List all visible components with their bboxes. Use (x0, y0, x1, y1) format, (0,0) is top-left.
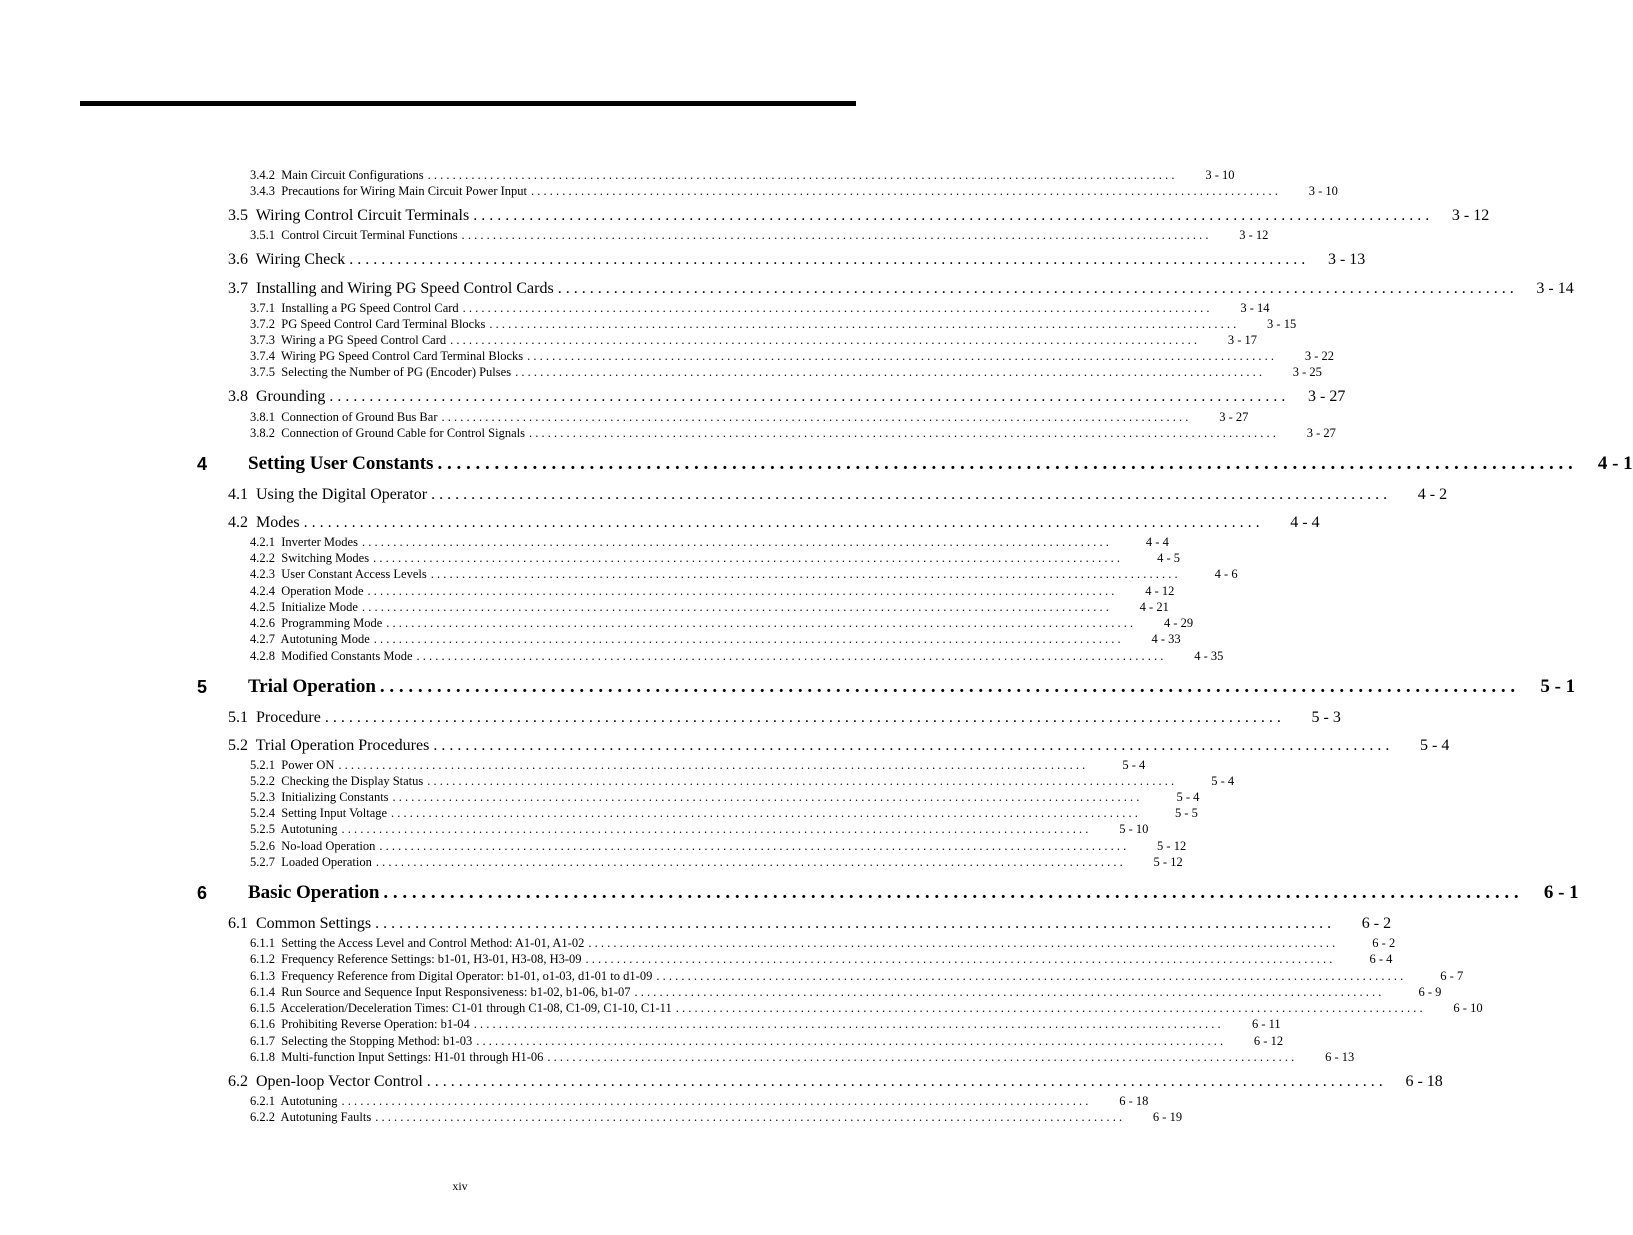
toc-entry-title: 4.2.7 Autotuning Mode (250, 632, 370, 646)
dot-leader: . . . . . . . . . . . . . . . . . . . . . . . . . . . . . . . . . . . . . . . . . . . . . . . . . . . . . . . . . . . . . . . . . . . . . . . . . . . . . . . . . . . . . . . . . . . . . . . . . . . . . . . . . . . . . . . . . . . . . . . . (349, 251, 1306, 268)
toc-entry-title: 5.1 Procedure (228, 709, 321, 726)
toc-entry-sec[interactable] (228, 514, 1320, 531)
toc-entry-page: 6 - 2 (1361, 915, 1392, 932)
toc-entry-title: 6.1.8 Multi-function Input Settings: H1-01 through H1-06 (250, 1050, 544, 1064)
toc-entry-title: 3.7.1 Installing a PG Speed Control Card (250, 301, 459, 315)
toc-entry-sub[interactable] (250, 774, 1235, 788)
dot-leader: . . . . . . . . . . . . . . . . . . . . . . . . . . . . . . . . . . . . . . . . . . . . . . . . . . . . . . . . . . . . . . . . . . . . . . . . . . . . . . . . . . . . . . . . . . . . . . . . . . . . . . . . . . . . . . . . . . . . . . . . (527, 349, 1275, 363)
toc-entry-page: 3 - 27 (1219, 410, 1249, 424)
toc-entry-title: 6.2.2 Autotuning Faults (250, 1110, 372, 1124)
dot-leader: . . . . . . . . . . . . . . . . . . . . . . . . . . . . . . . . . . . . . . . . . . . . . . . . . . . . . . . . . . . . . . . . . . . . . . . . . . . . . . . . . . . . . . . . . . . . . . . . . . . . . . . . . . . . . . . . . . . . . . . . (338, 758, 1086, 772)
toc-entry-title: 5.2.6 No-load Operation (250, 839, 376, 853)
toc-entry-sub[interactable] (250, 1110, 1183, 1124)
toc-entry-page: 6 - 1 (1543, 882, 1579, 903)
dot-leader: . . . . . . . . . . . . . . . . . . . . . . . . . . . . . . . . . . . . . . . . . . . . . . . . . . . . . . . . . . . . . . . . . . . . . . . . . . . . . . . . . . . . . . . . . . . . . . . . . . . . . . . . . . . . . . . . . . . . . . . . (430, 567, 1178, 581)
toc-entry-title: 3.7.3 Wiring a PG Speed Control Card (250, 333, 447, 347)
toc-entry-page: 3 - 10 (1308, 184, 1338, 198)
toc-entry-sub[interactable] (250, 317, 1297, 331)
header-rule (80, 101, 856, 106)
toc-entry-title: 5.2.3 Initializing Constants (250, 790, 389, 804)
toc-entry-page: 6 - 10 (1453, 1001, 1483, 1015)
toc-entry-title: 6.1.4 Run Source and Sequence Input Responsiveness: b1-02, b1-06, b1-07 (250, 985, 631, 999)
toc-entry-sec[interactable] (228, 207, 1490, 224)
toc-entry-page: 5 - 10 (1119, 822, 1149, 836)
toc-entry-title: 4.2.6 Programming Mode (250, 616, 383, 630)
chapter-number: 5 (197, 677, 208, 697)
toc-entry-chap[interactable] (248, 882, 1579, 903)
toc-entry-sub[interactable] (250, 1017, 1281, 1031)
dot-leader: . . . . . . . . . . . . . . . . . . . . . . . . . . . . . . . . . . . . . . . . . . . . . . . . . . . . . . . . . . . . . . . . . . . . . . . . . . . . . . . . . . . . . . . . . . . . . . . . . . . . . . . . . . . . . . . . . . . . . . . . (489, 317, 1237, 331)
dot-leader: . . . . . . . . . . . . . . . . . . . . . . . . . . . . . . . . . . . . . . . . . . . . . . . . . . . . . . . . . . . . . . . . . . . . . . . . . . . . . . . . . . . . . . . . . . . . . . . . . . . . . . . . . . . . . . . . . . . . . . . . (367, 584, 1115, 598)
toc-entry-title: 4.2.8 Modified Constants Mode (250, 649, 413, 663)
toc-entry-page: 3 - 15 (1267, 317, 1297, 331)
toc-entry-title: 3.6 Wiring Check (228, 251, 346, 268)
toc-entry-page: 6 - 9 (1418, 985, 1442, 999)
dot-leader: . . . . . . . . . . . . . . . . . . . . . . . . . . . . . . . . . . . . . . . . . . . . . . . . . . . . . . . . . . . . . . . . . . . . . . . . . . . . . . . . . . . . . . . . . . . . . . . . . . . . . . . . . . . . . . . . . . . . . . . . (392, 790, 1140, 804)
toc-entry-sub[interactable] (250, 806, 1198, 820)
toc-entry-sub[interactable] (250, 616, 1194, 630)
toc-entry-title: 4.1 Using the Digital Operator (228, 486, 428, 503)
toc-entry-title: 4.2 Modes (228, 514, 300, 531)
toc-entry-title: 3.7.2 PG Speed Control Card Terminal Blocks (250, 317, 486, 331)
toc-entry-page: 3 - 14 (1536, 280, 1574, 297)
dot-leader: . . . . . . . . . . . . . . . . . . . . . . . . . . . . . . . . . . . . . . . . . . . . . . . . . . . . . . . . . . . . . . . . . . . . . . . . . . . . . . . . . . . . . . . . . . . . . . . . . . . . . . . . . . . . . . . . . . . . . . . . (373, 551, 1120, 565)
dot-leader: . . . . . . . . . . . . . . . . . . . . . . . . . . . . . . . . . . . . . . . . . . . . . . . . . . . . . . . . . . . . . . . . . . . . . . . . . . . . . . . . . . . . . . . . . . . . . . . . . . . . . . . . . . . . . . . . . . . . . . . . (329, 388, 1286, 405)
toc-entry-title: 5.2.7 Loaded Operation (250, 855, 372, 869)
dot-leader: . . . . . . . . . . . . . . . . . . . . . . . . . . . . . . . . . . . . . . . . . . . . . . . . . . . . . . . . . . . . . . . . . . . . . . . . . . . . . . . . . . . . . . . . . . . . . . . . . . . . . . . . . . . . . . . . . . . . . . . . (379, 839, 1127, 853)
dot-leader: . . . . . . . . . . . . . . . . . . . . . . . . . . . . . . . . . . . . . . . . . . . . . . . . . . . . . . . . . . . . . . . . . . . . . . . . . . . . . . . . . . . . . . . . . . . . . . . . . . . . . . . . . . . . . . . . . . . . . . . . (361, 600, 1109, 614)
dot-leader: . . . . . . . . . . . . . . . . . . . . . . . . . . . . . . . . . . . . . . . . . . . . . . . . . . . . . . . . . . . . . . . . . . . . . . . . . . . . . . . . . . . . . . . . . . . . . . . . . . . . . . . . . . . . . . . . . . . . . . . . (450, 333, 1197, 347)
toc-entry-title: 3.7.5 Selecting the Number of PG (Encoder) Pulses (250, 365, 512, 379)
toc-entry-sub[interactable] (250, 584, 1175, 598)
toc-entry-page: 3 - 10 (1205, 168, 1235, 182)
dot-leader: . . . . . . . . . . . . . . . . . . . . . . . . . . . . . . . . . . . . . . . . . . . . . . . . . . . . . . . . . . . . . . . . . . . . . . . . . . . . . . . . . . . . . . . . . . . . . . . . . . . . . . . . . . . . . . . . . . . . . . . . (437, 453, 1573, 474)
toc-entry-sub[interactable] (250, 936, 1396, 950)
toc-entry-title: 3.7 Installing and Wiring PG Speed Control Cards (228, 280, 554, 297)
toc-entry-page: 5 - 12 (1157, 839, 1187, 853)
toc-entry-sub[interactable] (250, 790, 1200, 804)
toc-entry-sec[interactable] (228, 915, 1392, 932)
dot-leader: . . . . . . . . . . . . . . . . . . . . . . . . . . . . . . . . . . . . . . . . . . . . . . . . . . . . . . . . . . . . . . . . . . . . . . . . . . . . . . . . . . . . . . . . . . . . . . . . . . . . . . . . . . . . . . . . . . . . . . . . (588, 936, 1336, 950)
dot-leader: . . . . . . . . . . . . . . . . . . . . . . . . . . . . . . . . . . . . . . . . . . . . . . . . . . . . . . . . . . . . . . . . . . . . . . . . . . . . . . . . . . . . . . . . . . . . . . . . . . . . . . . . . . . . . . . . . . . . . . . . (375, 915, 1332, 932)
toc-entry-sub[interactable] (250, 649, 1224, 663)
toc-entry-page: 6 - 13 (1325, 1050, 1355, 1064)
toc-entry-title: 6.1.2 Frequency Reference Settings: b1-01, H3-01, H3-08, H3-09 (250, 952, 582, 966)
toc-entry-title: 3.5 Wiring Control Circuit Terminals (228, 207, 470, 224)
toc-entry-page: 5 - 4 (1419, 737, 1450, 754)
toc-entry-page: 3 - 13 (1327, 251, 1366, 268)
toc-entry-page: 6 - 18 (1405, 1073, 1443, 1090)
dot-leader: . . . . . . . . . . . . . . . . . . . . . . . . . . . . . . . . . . . . . . . . . . . . . . . . . . . . . . . . . . . . . . . . . . . . . . . . . . . . . . . . . . . . . . . . . . . . . . . . . . . . . . . . . . . . . . . . . . . . . . . . (547, 1050, 1295, 1064)
dot-leader: . . . . . . . . . . . . . . . . . . . . . . . . . . . . . . . . . . . . . . . . . . . . . . . . . . . . . . . . . . . . . . . . . . . . . . . . . . . . . . . . . . . . . . . . . . . . . . . . . . . . . . . . . . . . . . . . . . . . . . . . (441, 410, 1189, 424)
toc-entry-page: 5 - 3 (1311, 709, 1341, 726)
toc-entry-sub[interactable] (250, 426, 1336, 440)
dot-leader: . . . . . . . . . . . . . . . . . . . . . . . . . . . . . . . . . . . . . . . . . . . . . . . . . . . . . . . . . . . . . . . . . . . . . . . . . . . . . . . . . . . . . . . . . . . . . . . . . . . . . . . . . . . . . . . . . . . . . . . . (531, 184, 1278, 198)
toc-entry-page: 6 - 19 (1152, 1110, 1183, 1124)
dot-leader: . . . . . . . . . . . . . . . . . . . . . . . . . . . . . . . . . . . . . . . . . . . . . . . . . . . . . . . . . . . . . . . . . . . . . . . . . . . . . . . . . . . . . . . . . . . . . . . . . . . . . . . . . . . . . . . . . . . . . . . . (391, 806, 1138, 820)
toc-entry-title: 4.2.1 Inverter Modes (250, 535, 358, 549)
toc-entry-page: 3 - 22 (1304, 349, 1335, 363)
toc-entry-page: 3 - 12 (1239, 228, 1269, 242)
toc-entry-page: 4 - 35 (1194, 649, 1224, 663)
toc-entry-page: 4 - 4 (1145, 535, 1169, 549)
dot-leader: . . . . . . . . . . . . . . . . . . . . . . . . . . . . . . . . . . . . . . . . . . . . . . . . . . . . . . . . . . . . . . . . . . . . . . . . . . . . . . . . . . . . . . . . . . . . . . . . . . . . . . . . . . . . . . . . . . . . . . . . (427, 168, 1175, 182)
toc-entry-sub[interactable] (250, 632, 1181, 646)
dot-leader: . . . . . . . . . . . . . . . . . . . . . . . . . . . . . . . . . . . . . . . . . . . . . . . . . . . . . . . . . . . . . . . . . . . . . . . . . . . . . . . . . . . . . . . . . . . . . . . . . . . . . . . . . . . . . . . . . . . . . . . . (373, 632, 1121, 646)
toc-entry-page: 6 - 7 (1440, 969, 1464, 983)
dot-leader: . . . . . . . . . . . . . . . . . . . . . . . . . . . . . . . . . . . . . . . . . . . . . . . . . . . . . . . . . . . . . . . . . . . . . . . . . . . . . . . . . . . . . . . . . . . . . . . . . . . . . . . . . . . . . . . . . . . . . . . . (324, 709, 1281, 726)
dot-leader: . . . . . . . . . . . . . . . . . . . . . . . . . . . . . . . . . . . . . . . . . . . . . . . . . . . . . . . . . . . . . . . . . . . . . . . . . . . . . . . . . . . . . . . . . . . . . . . . . . . . . . . . . . . . . . . . . . . . . . . . (585, 952, 1333, 966)
toc-entry-title: 5.2 Trial Operation Procedures (228, 737, 430, 754)
toc-entry-title: Setting User Constants (248, 453, 434, 474)
toc-entry-page: 6 - 18 (1119, 1094, 1149, 1108)
dot-leader: . . . . . . . . . . . . . . . . . . . . . . . . . . . . . . . . . . . . . . . . . . . . . . . . . . . . . . . . . . . . . . . . . . . . . . . . . . . . . . . . . . . . . . . . . . . . . . . . . . . . . . . . . . . . . . . . . . . . . . . . (375, 855, 1123, 869)
toc-entry-page: 4 - 29 (1164, 616, 1194, 630)
toc-entry-sub[interactable] (250, 952, 1393, 966)
toc-entry-title: 5.2.4 Setting Input Voltage (250, 806, 388, 820)
toc-entry-page: 5 - 4 (1176, 790, 1200, 804)
dot-leader: . . . . . . . . . . . . . . . . . . . . . . . . . . . . . . . . . . . . . . . . . . . . . . . . . . . . . . . . . . . . . . . . . . . . . . . . . . . . . . . . . . . . . . . . . . . . . . . . . . . . . . . . . . . . . . . . . . . . . . . . (462, 301, 1210, 315)
toc-entry-title: 3.7.4 Wiring PG Speed Control Card Terminal Blocks (250, 349, 524, 363)
dot-leader: . . . . . . . . . . . . . . . . . . . . . . . . . . . . . . . . . . . . . . . . . . . . . . . . . . . . . . . . . . . . . . . . . . . . . . . . . . . . . . . . . . . . . . . . . . . . . . . . . . . . . . . . . . . . . . . . . . . . . . . . (634, 985, 1382, 999)
toc-entry-page: 6 - 2 (1372, 936, 1396, 950)
toc-entry-page: 4 - 2 (1417, 486, 1448, 503)
toc-entry-page: 5 - 4 (1122, 758, 1146, 772)
dot-leader: . . . . . . . . . . . . . . . . . . . . . . . . . . . . . . . . . . . . . . . . . . . . . . . . . . . . . . . . . . . . . . . . . . . . . . . . . . . . . . . . . . . . . . . . . . . . . . . . . . . . . . . . . . . . . . . . . . . . . . . . (375, 1110, 1123, 1124)
dot-leader: . . . . . . . . . . . . . . . . . . . . . . . . . . . . . . . . . . . . . . . . . . . . . . . . . . . . . . . . . . . . . . . . . . . . . . . . . . . . . . . . . . . . . . . . . . . . . . . . . . . . . . . . . . . . . . . . . . . . . . . . (656, 969, 1404, 983)
toc-entry-title: 3.8.2 Connection of Ground Cable for Control Signals (250, 426, 525, 440)
toc-entry-sec[interactable] (228, 388, 1346, 405)
toc-entry-sec[interactable] (228, 1073, 1443, 1090)
dot-leader: . . . . . . . . . . . . . . . . . . . . . . . . . . . . . . . . . . . . . . . . . . . . . . . . . . . . . . . . . . . . . . . . . . . . . . . . . . . . . . . . . . . . . . . . . . . . . . . . . . . . . . . . . . . . . . . . . . . . . . . . (515, 365, 1262, 379)
toc-entry-title: 3.5.1 Control Circuit Terminal Functions (250, 228, 458, 242)
toc-entry-page: 6 - 11 (1251, 1017, 1281, 1031)
toc-entry-title: 6.1.1 Setting the Access Level and Control Method: A1-01, A1-02 (250, 936, 585, 950)
dot-leader: . . . . . . . . . . . . . . . . . . . . . . . . . . . . . . . . . . . . . . . . . . . . . . . . . . . . . . . . . . . . . . . . . . . . . . . . . . . . . . . . . . . . . . . . . . . . . . . . . . . . . . . . . . . . . . . . . . . . . . . . (431, 486, 1388, 503)
toc-entry-sub[interactable] (250, 839, 1187, 853)
toc-entry-sub[interactable] (250, 1050, 1355, 1064)
toc-entry-title: 3.4.3 Precautions for Wiring Main Circuit Power Input (250, 184, 528, 198)
dot-leader: . . . . . . . . . . . . . . . . . . . . . . . . . . . . . . . . . . . . . . . . . . . . . . . . . . . . . . . . . . . . . . . . . . . . . . . . . . . . . . . . . . . . . . . . . . . . . . . . . . . . . . . . . . . . . . . . . . . . . . . . (433, 737, 1390, 754)
toc-entry-sub[interactable] (250, 567, 1238, 581)
toc-entry-page: 3 - 17 (1227, 333, 1257, 347)
toc-entry-page: 5 - 1 (1540, 676, 1576, 697)
dot-leader: . . . . . . . . . . . . . . . . . . . . . . . . . . . . . . . . . . . . . . . . . . . . . . . . . . . . . . . . . . . . . . . . . . . . . . . . . . . . . . . . . . . . . . . . . . . . . . . . . . . . . . . . . . . . . . . . . . . . . . . . (528, 426, 1276, 440)
toc-entry-title: 4.2.4 Operation Mode (250, 584, 364, 598)
toc-entry-page: 4 - 4 (1290, 514, 1320, 531)
dot-leader: . . . . . . . . . . . . . . . . . . . . . . . . . . . . . . . . . . . . . . . . . . . . . . . . . . . . . . . . . . . . . . . . . . . . . . . . . . . . . . . . . . . . . . . . . . . . . . . . . . . . . . . . . . . . . . . . . . . . . . . . (386, 616, 1134, 630)
toc-entry-sub[interactable] (250, 535, 1169, 549)
chapter-number: 6 (197, 883, 208, 903)
toc-entry-sub[interactable] (250, 168, 1235, 182)
toc-entry-chap[interactable] (248, 453, 1633, 474)
toc-entry-page: 6 - 12 (1253, 1034, 1284, 1048)
toc-entry-sub[interactable] (250, 228, 1269, 242)
toc-entry-page: 4 - 12 (1145, 584, 1175, 598)
toc-entry-sub[interactable] (250, 349, 1335, 363)
dot-leader: . . . . . . . . . . . . . . . . . . . . . . . . . . . . . . . . . . . . . . . . . . . . . . . . . . . . . . . . . . . . . . . . . . . . . . . . . . . . . . . . . . . . . . . . . . . . . . . . . . . . . . . . . . . . . . . . . . . . . . . . (557, 280, 1514, 297)
toc-entry-title: 4.2.5 Initialize Mode (250, 600, 358, 614)
toc-entry-title: 6.2 Open-loop Vector Control (228, 1073, 423, 1090)
toc-entry-page: 4 - 5 (1157, 551, 1180, 565)
toc-entry-title: 6.1.7 Selecting the Stopping Method: b1-03 (250, 1034, 473, 1048)
toc-entry-page: 4 - 6 (1214, 567, 1238, 581)
dot-leader: . . . . . . . . . . . . . . . . . . . . . . . . . . . . . . . . . . . . . . . . . . . . . . . . . . . . . . . . . . . . . . . . . . . . . . . . . . . . . . . . . . . . . . . . . . . . . . . . . . . . . . . . . . . . . . . . . . . . . . . . (473, 207, 1430, 224)
dot-leader: . . . . . . . . . . . . . . . . . . . . . . . . . . . . . . . . . . . . . . . . . . . . . . . . . . . . . . . . . . . . . . . . . . . . . . . . . . . . . . . . . . . . . . . . . . . . . . . . . . . . . . . . . . . . . . . . . . . . . . . . (476, 1034, 1224, 1048)
toc-entry-title: Trial Operation (248, 676, 376, 697)
toc-entry-title: 6.1 Common Settings (228, 915, 372, 932)
toc-entry-sec[interactable] (228, 280, 1574, 297)
dot-leader: . . . . . . . . . . . . . . . . . . . . . . . . . . . . . . . . . . . . . . . . . . . . . . . . . . . . . . . . . . . . . . . . . . . . . . . . . . . . . . . . . . . . . . . . . . . . . . . . . . . . . . . . . . . . . . . . . . . . . . . . (303, 514, 1260, 531)
toc-entry-page: 4 - 1 (1597, 453, 1633, 474)
toc-entry-sub[interactable] (250, 758, 1146, 772)
toc-entry-page: 5 - 12 (1153, 855, 1183, 869)
dot-leader: . . . . . . . . . . . . . . . . . . . . . . . . . . . . . . . . . . . . . . . . . . . . . . . . . . . . . . . . . . . . . . . . . . . . . . . . . . . . . . . . . . . . . . . . . . . . . . . . . . . . . . . . . . . . . . . . . . . . . . . . (675, 1001, 1423, 1015)
toc-entry-title: 5.2.1 Power ON (250, 758, 335, 772)
toc-entry-sub[interactable] (250, 1034, 1284, 1048)
toc-entry-title: 3.8.1 Connection of Ground Bus Bar (250, 410, 438, 424)
dot-leader: . . . . . . . . . . . . . . . . . . . . . . . . . . . . . . . . . . . . . . . . . . . . . . . . . . . . . . . . . . . . . . . . . . . . . . . . . . . . . . . . . . . . . . . . . . . . . . . . . . . . . . . . . . . . . . . . . . . . . . . . (379, 676, 1516, 697)
dot-leader: . . . . . . . . . . . . . . . . . . . . . . . . . . . . . . . . . . . . . . . . . . . . . . . . . . . . . . . . . . . . . . . . . . . . . . . . . . . . . . . . . . . . . . . . . . . . . . . . . . . . . . . . . . . . . . . . . . . . . . . . (426, 1073, 1383, 1090)
toc-entry-title: 4.2.2 Switching Modes (250, 551, 370, 565)
toc-entry-sub[interactable] (250, 333, 1257, 347)
toc-entry-page: 3 - 27 (1306, 426, 1336, 440)
toc-entry-title: 6.1.3 Frequency Reference from Digital Operator: b1-01, o1-03, d1-01 to d1-09 (250, 969, 653, 983)
toc-entry-sub[interactable] (250, 551, 1180, 565)
dot-leader: . . . . . . . . . . . . . . . . . . . . . . . . . . . . . . . . . . . . . . . . . . . . . . . . . . . . . . . . . . . . . . . . . . . . . . . . . . . . . . . . . . . . . . . . . . . . . . . . . . . . . . . . . . . . . . . . . . . . . . . . (341, 822, 1089, 836)
toc-entry-title: 6.2.1 Autotuning (250, 1094, 338, 1108)
toc-entry-sub[interactable] (250, 822, 1149, 836)
toc-entry-page: 4 - 21 (1139, 600, 1169, 614)
toc-entry-page: 5 - 5 (1175, 806, 1198, 820)
dot-leader: . . . . . . . . . . . . . . . . . . . . . . . . . . . . . . . . . . . . . . . . . . . . . . . . . . . . . . . . . . . . . . . . . . . . . . . . . . . . . . . . . . . . . . . . . . . . . . . . . . . . . . . . . . . . . . . . . . . . . . . . (416, 649, 1164, 663)
toc-entry-sec[interactable] (228, 737, 1450, 754)
toc-entry-sub[interactable] (250, 301, 1270, 315)
toc-entry-page: 4 - 33 (1151, 632, 1181, 646)
toc-entry-title: 3.4.2 Main Circuit Configurations (250, 168, 424, 182)
dot-leader: . . . . . . . . . . . . . . . . . . . . . . . . . . . . . . . . . . . . . . . . . . . . . . . . . . . . . . . . . . . . . . . . . . . . . . . . . . . . . . . . . . . . . . . . . . . . . . . . . . . . . . . . . . . . . . . . . . . . . . . . (361, 535, 1109, 549)
toc-entry-title: Basic Operation (248, 882, 380, 903)
toc-entry-title: 3.8 Grounding (228, 388, 326, 405)
toc-entry-sec[interactable] (228, 709, 1341, 726)
page-number: xiv (452, 1179, 468, 1193)
toc-entry-chap[interactable] (248, 676, 1576, 697)
chapter-number: 4 (197, 454, 208, 474)
toc-entry-title: 6.1.5 Acceleration/Deceleration Times: C1-01 through C1-08, C1-09, C1-10, C1-11 (250, 1001, 672, 1015)
toc-entry-sub[interactable] (250, 365, 1322, 379)
dot-leader: . . . . . . . . . . . . . . . . . . . . . . . . . . . . . . . . . . . . . . . . . . . . . . . . . . . . . . . . . . . . . . . . . . . . . . . . . . . . . . . . . . . . . . . . . . . . . . . . . . . . . . . . . . . . . . . . . . . . . . . . (473, 1017, 1221, 1031)
toc-entry-sub[interactable] (250, 184, 1338, 198)
toc-entry-title: 5.2.2 Checking the Display Status (250, 774, 424, 788)
toc-entry-sec[interactable] (228, 251, 1366, 268)
toc-entry-page: 6 - 4 (1369, 952, 1393, 966)
toc-entry-title: 5.2.5 Autotuning (250, 822, 338, 836)
toc-entry-sub[interactable] (250, 600, 1169, 614)
toc-entry-page: 3 - 25 (1292, 365, 1322, 379)
toc-entry-title: 4.2.3 User Constant Access Levels (250, 567, 427, 581)
toc-entry-sub[interactable] (250, 985, 1442, 999)
toc-entry-sec[interactable] (228, 486, 1448, 503)
toc-entry-sub[interactable] (250, 410, 1249, 424)
toc-entry-title: 6.1.6 Prohibiting Reverse Operation: b1-04 (250, 1017, 470, 1031)
toc-entry-page: 3 - 12 (1451, 207, 1490, 224)
dot-leader: . . . . . . . . . . . . . . . . . . . . . . . . . . . . . . . . . . . . . . . . . . . . . . . . . . . . . . . . . . . . . . . . . . . . . . . . . . . . . . . . . . . . . . . . . . . . . . . . . . . . . . . . . . . . . . . . . . . . . . . . (461, 228, 1209, 242)
toc-entry-sub[interactable] (250, 855, 1183, 869)
toc-entry-page: 3 - 27 (1308, 388, 1346, 405)
toc-entry-sub[interactable] (250, 1001, 1483, 1015)
toc-entry-page: 3 - 14 (1240, 301, 1270, 315)
dot-leader: . . . . . . . . . . . . . . . . . . . . . . . . . . . . . . . . . . . . . . . . . . . . . . . . . . . . . . . . . . . . . . . . . . . . . . . . . . . . . . . . . . . . . . . . . . . . . . . . . . . . . . . . . . . . . . . . . . . . . . . . (341, 1094, 1089, 1108)
toc-entry-sub[interactable] (250, 969, 1464, 983)
dot-leader: . . . . . . . . . . . . . . . . . . . . . . . . . . . . . . . . . . . . . . . . . . . . . . . . . . . . . . . . . . . . . . . . . . . . . . . . . . . . . . . . . . . . . . . . . . . . . . . . . . . . . . . . . . . . . . . . . . . . . . . . (383, 882, 1519, 903)
toc-entry-page: 5 - 4 (1211, 774, 1235, 788)
dot-leader: . . . . . . . . . . . . . . . . . . . . . . . . . . . . . . . . . . . . . . . . . . . . . . . . . . . . . . . . . . . . . . . . . . . . . . . . . . . . . . . . . . . . . . . . . . . . . . . . . . . . . . . . . . . . . . . . . . . . . . . . (427, 774, 1175, 788)
toc-entry-sub[interactable] (250, 1094, 1149, 1108)
